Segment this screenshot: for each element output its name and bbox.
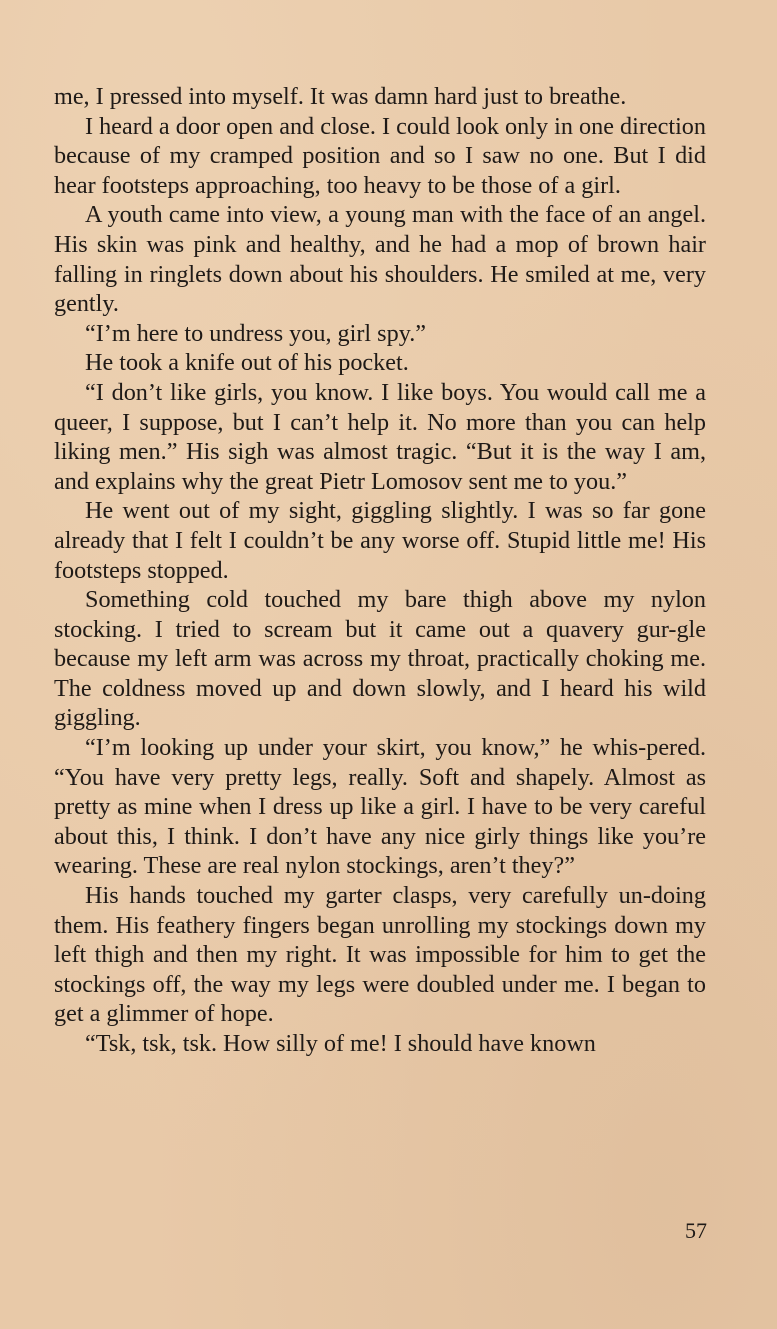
paragraph: “I’m here to undress you, girl spy.” [85,319,426,347]
paragraph: “I don’t like girls, you know. I like boys. You would call me a queer, I suppose, but I can’t help it. No more than you can help liking men.” His sigh was almost tragic. “But it is the way I am, and explains why the great Pietr Lomosov sent me to you.” [54,378,706,495]
paragraph: His hands touched my garter clasps, very carefully un-doing them. His feathery fingers began unrolling my stockings down my left thigh and then my right. It was impossible for him to get the stockings off, the way my legs were doubled under me. I began to get a glimmer of hope. [54,882,706,1028]
paragraph: “Tsk, tsk, tsk. How silly of me! I should have known [85,1030,596,1057]
paragraph: He took a knife out of his pocket. [85,349,409,377]
paragraph: “I’m looking up under your skirt, you know,” he whis-pered. “You have very pretty legs, really. Soft and shapely. Almost as pretty as mine when I dress up like a girl. I have to be very careful about this, I think. I don’t have any nice girly things like you’re wearing. These are real nylon stockings, aren’t they?” [54,734,706,880]
paragraph: He went out of my sight, giggling slightly. I was so far gone already that I felt I couldn’t be any worse off. Stupid little me! His footsteps stopped. [54,497,706,584]
paragraph: A youth came into view, a young man with the face of an angel. His skin was pink and healthy, and he had a mop of brown hair falling in ringlets down about his shoulders. He smiled at me, very gently. [54,201,706,318]
paragraph: Something cold touched my bare thigh above my nylon stocking. I tried to scream but it came out a quavery gur-gle because my left arm was across my throat, practically choking me. The coldness moved up and down slowly, and I heard his wild giggling. [54,586,706,732]
body-text [54,82,706,1059]
paragraph: I heard a door open and close. I could look only in one direction because of my cramped position and so I saw no one. But I did hear footsteps approaching, too heavy to be those of a girl. [54,112,706,199]
page-number: 57 [685,1218,707,1243]
paragraph: me, I pressed into myself. It was damn hard just to breathe. [54,83,627,110]
